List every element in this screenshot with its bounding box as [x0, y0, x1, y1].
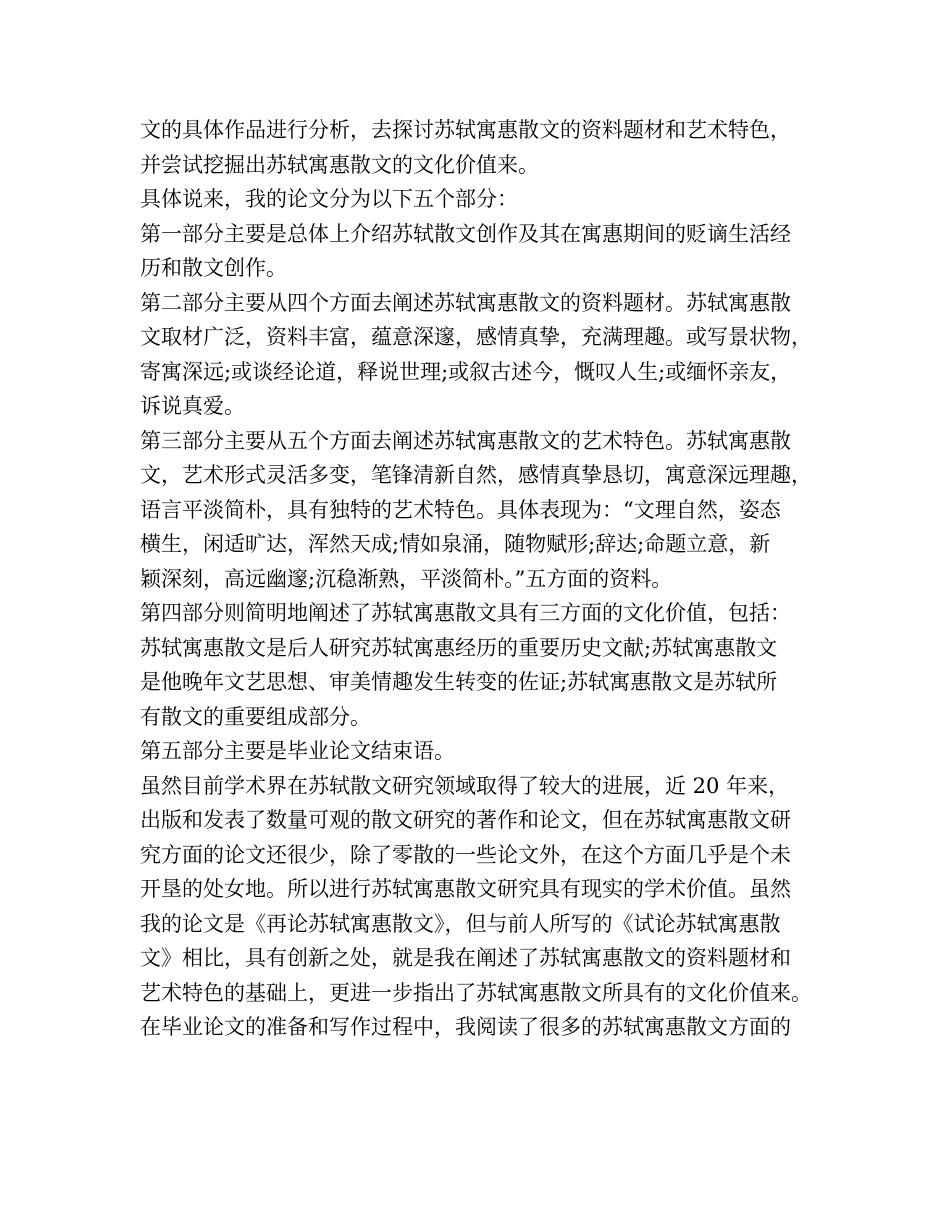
- text-line: 诉说真爱。: [140, 394, 245, 418]
- text-line: 虽然目前学术界在苏轼散文研究领域取得了较大的进展，近 20 年来，: [140, 773, 790, 798]
- text-line: 横生，闲适旷达，浑然天成;情如泉涌，随物赋形;辞达;命题立意，新: [140, 532, 771, 556]
- text-line: 语言平淡简朴，具有独特的艺术特色。具体表现为：“文理自然，姿态: [140, 497, 781, 522]
- text-line: 第五部分主要是毕业论文结束语。: [140, 739, 455, 763]
- text-line: 出版和发表了数量可观的散文研究的著作和论文，但在苏轼寓惠散文研: [140, 808, 791, 832]
- text-line: 艺术特色的基础上，更进一步指出了苏轼寓惠散文所具有的文化价值来。: [140, 980, 812, 1005]
- text-line: 具体说来，我的论文分为以下五个部分：: [140, 187, 518, 211]
- text-line: 有散文的重要组成部分。: [140, 704, 371, 729]
- text-line: 是他晚年文艺思想、审美情趣发生转变的佐证;苏轼寓惠散文是苏轼所: [140, 670, 778, 694]
- text-line: 颖深刻，高远幽邃;沉稳渐熟，平淡简朴。”五方面的资料。: [140, 566, 673, 591]
- text-line: 第一部分主要是总体上介绍苏轼散文创作及其在寓惠期间的贬谪生活经: [140, 221, 791, 246]
- text-line: 第四部分则简明地阐述了苏轼寓惠散文具有三方面的文化价值，包括：: [140, 601, 791, 625]
- text-line: 文取材广泛，资料丰富，蕴意深邃，感情真挚，充满理趣。或写景状物，: [140, 325, 812, 349]
- text-line: 文，艺术形式灵活多变，笔锋清新自然，感情真挚恳切，寓意深远理趣，: [140, 463, 812, 487]
- text-line: 我的论文是《再论苏轼寓惠散文》，但与前人所写的《试论苏轼寓惠散: [140, 911, 781, 936]
- body-text: [140, 113, 840, 1045]
- text-line: 开垦的处女地。所以进行苏轼寓惠散文研究具有现实的学术价值。虽然: [140, 877, 791, 901]
- text-line: 并尝试挖掘出苏轼寓惠散文的文化价值来。: [140, 152, 539, 177]
- text-line: 文》相比，具有创新之处，就是我在阐述了苏轼寓惠散文的资料题材和: [140, 946, 791, 970]
- text-line: 苏轼寓惠散文是后人研究苏轼寓惠经历的重要历史文献;苏轼寓惠散文: [140, 635, 778, 660]
- text-line: 历和散文创作。: [140, 256, 287, 280]
- text-line: 究方面的论文还很少，除了零散的一些论文外，在这个方面几乎是个未: [140, 842, 791, 867]
- text-line: 第二部分主要从四个方面去阐述苏轼寓惠散文的资料题材。苏轼寓惠散: [140, 290, 791, 315]
- text-line: 第三部分主要从五个方面去阐述苏轼寓惠散文的艺术特色。苏轼寓惠散: [140, 428, 791, 453]
- text-line: 在毕业论文的准备和写作过程中，我阅读了很多的苏轼寓惠散文方面的: [140, 1015, 791, 1039]
- text-line: 文的具体作品进行分析，去探讨苏轼寓惠散文的资料题材和艺术特色，: [140, 118, 791, 142]
- text-line: 寄寓深远;或谈经论道，释说世理;或叙古述今，慨叹人生;或缅怀亲友，: [140, 359, 792, 384]
